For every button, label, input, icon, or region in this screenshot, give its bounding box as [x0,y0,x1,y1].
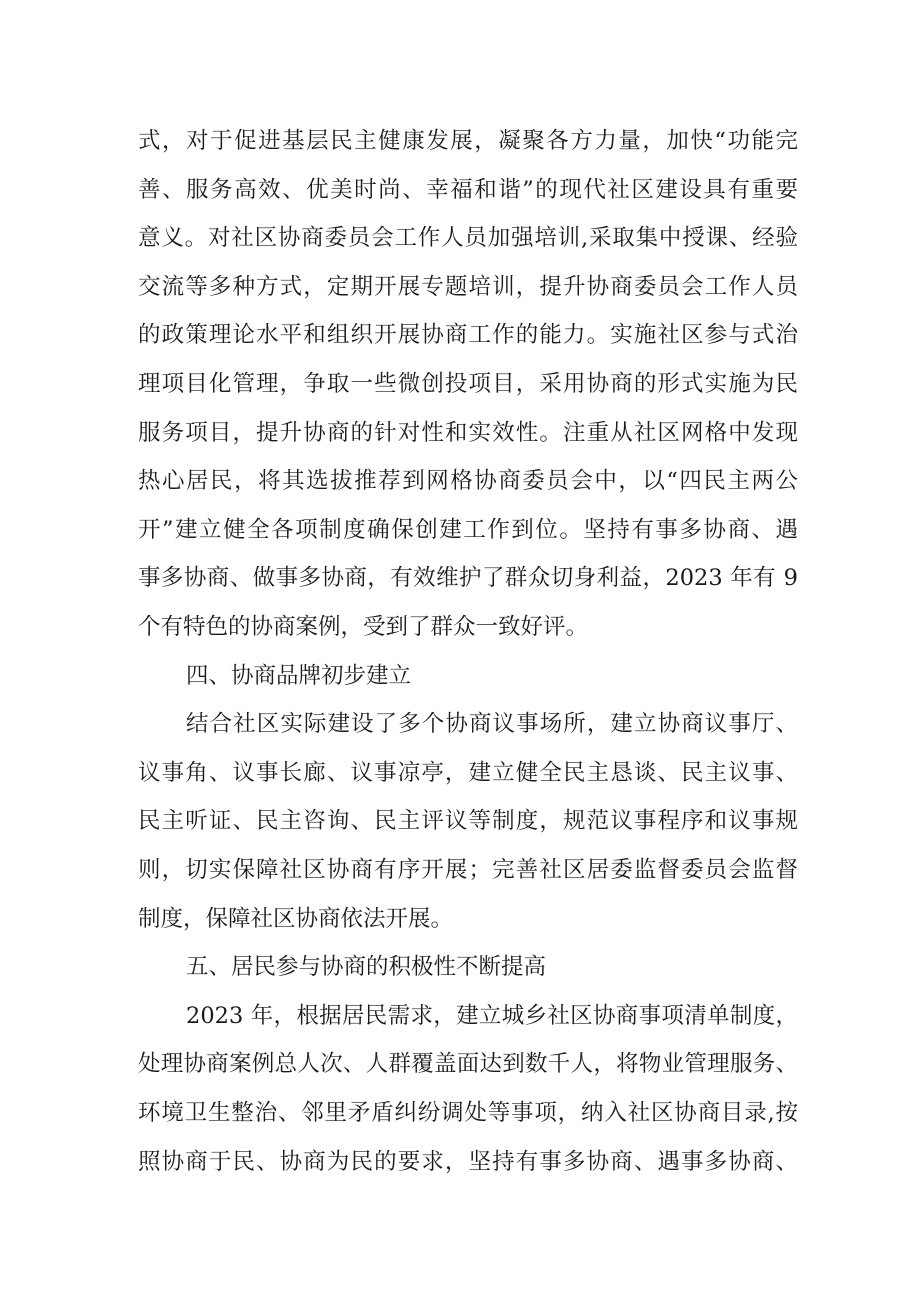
section-heading: 四、协商品牌初步建立 [186,662,412,689]
paragraph-line: 则，切实保障社区协商有序开展；完善社区居委监督委员会监督 [138,857,798,883]
paragraph-line: 意义。对社区协商委员会工作人员加强培训,采取集中授课、经验 [138,225,798,252]
paragraph-line: 式，对于促进基层民主健康发展，凝聚各方力量，加快“功能完 [138,128,798,154]
paragraph-line: 民主听证、民主咨询、民主评议等制度，规范议事程序和议事规 [138,808,798,835]
paragraph-line: 开”建立健全各项制度确保创建工作到位。坚持有事多协商、遇 [138,516,798,543]
paragraph-line: 事多协商、做事多协商，有效维护了群众切身利益，2023 年有 9 [138,565,798,592]
paragraph-line: 环境卫生整治、邻里矛盾纠纷调处等事项，纳入社区协商目录,按 [138,1100,798,1126]
paragraph-line: 交流等多种方式，定期开展专题培训，提升协商委员会工作人员 [138,273,798,300]
paragraph-line: 服务项目，提升协商的针对性和实效性。注重从社区网格中发现 [138,419,798,446]
paragraph-line: 热心居民，将其选拔推荐到网格协商委员会中，以“四民主两公 [138,468,798,495]
paragraph-line: 议事角、议事长廊、议事凉亭，建立健全民主恳谈、民主议事、 [138,759,798,786]
paragraph-line: 理项目化管理，争取一些微创投项目，采用协商的形式实施为民 [138,371,798,397]
paragraph-line: 结合社区实际建设了多个协商议事场所，建立协商议事厅、 [186,711,798,738]
paragraph-line: 个有特色的协商案例，受到了群众一致好评。 [138,614,589,640]
paragraph-line: 善、服务高效、优美时尚、幸福和谐”的现代社区建设具有重要 [138,176,798,203]
paragraph-line: 2023 年，根据居民需求，建立城乡社区协商事项清单制度， [186,1002,798,1029]
paragraph-line: 照协商于民、协商为民的要求，坚持有事多协商、遇事多协商、 [138,1148,798,1175]
paragraph-line: 制度，保障社区协商依法开展。 [138,905,454,932]
section-heading: 五、居民参与协商的积极性不断提高 [186,954,547,981]
paragraph-line: 的政策理论水平和组织开展协商工作的能力。实施社区参与式治 [138,322,798,349]
paragraph-line: 处理协商案例总人次、人群覆盖面达到数千人，将物业管理服务、 [138,1051,798,1078]
